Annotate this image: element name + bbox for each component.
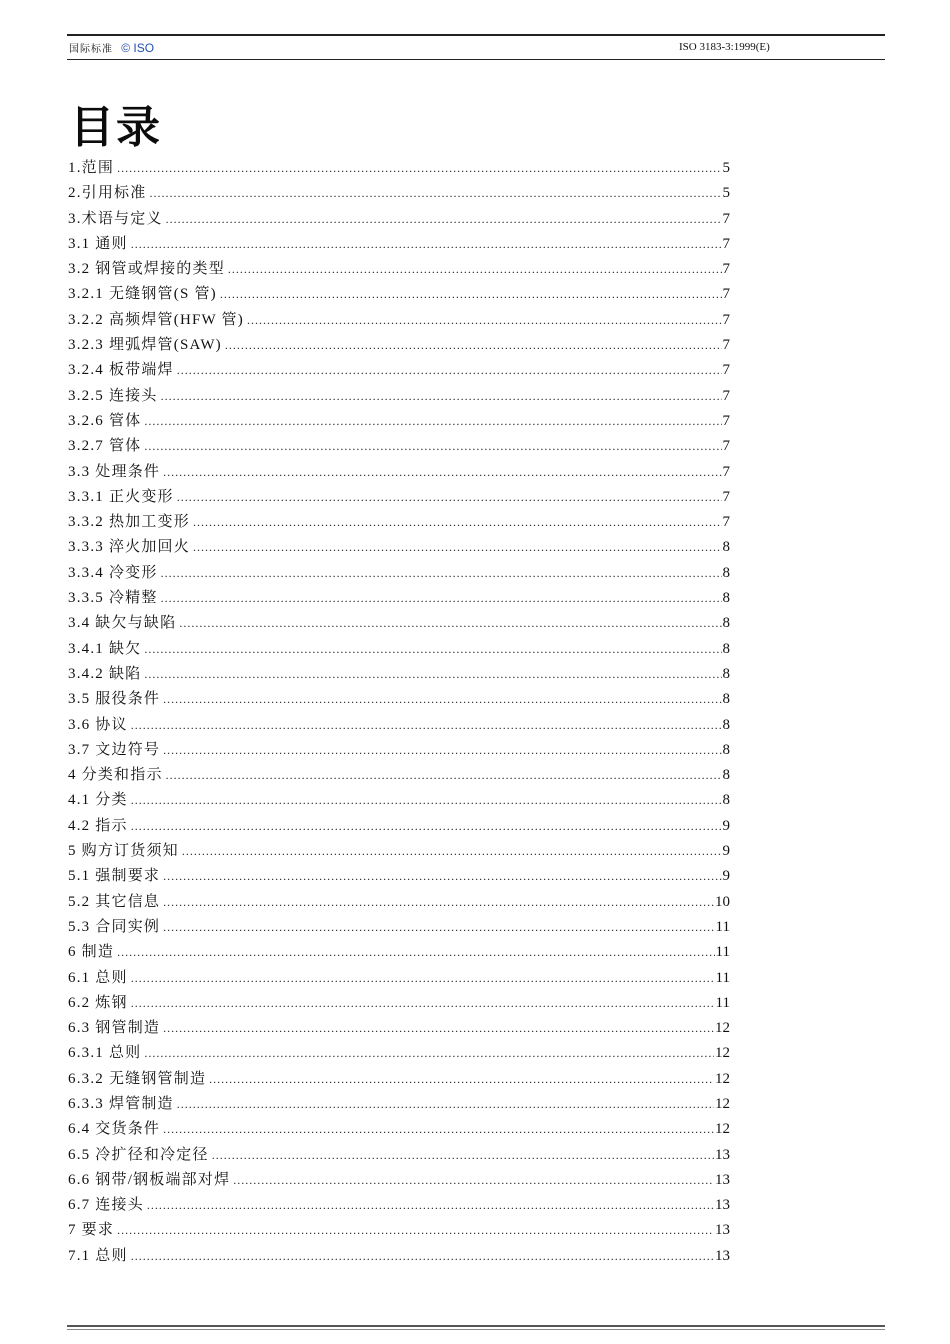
toc-entry[interactable] [68, 308, 730, 333]
toc-entry-label: 6.5 冷扩径和冷定径 [68, 1146, 209, 1163]
toc-entry-page: 5 [722, 185, 730, 202]
toc-dot-leader [131, 788, 722, 813]
toc-entry[interactable] [68, 1092, 730, 1117]
toc-entry-label: 3.3.4 冷变形 [68, 564, 158, 581]
toc-entry-page: 7 [722, 261, 730, 278]
toc-entry-label: 4.2 指示 [68, 817, 128, 834]
toc-dot-leader [161, 561, 722, 586]
toc-entry-label: 6.3.1 总则 [68, 1045, 142, 1062]
toc-dot-leader [166, 207, 722, 232]
toc-entry-label: 3.4.2 缺陷 [68, 665, 142, 682]
toc-entry[interactable] [68, 1016, 730, 1041]
toc-entry-label: 3.4 缺欠与缺陷 [68, 615, 177, 632]
toc-entry-page: 7 [722, 488, 730, 505]
toc-dot-leader [117, 156, 721, 181]
toc-entry-page: 7 [722, 514, 730, 531]
toc-entry[interactable] [68, 535, 730, 560]
toc-entry-label: 3.2.1 无缝钢管(S 管) [68, 286, 217, 303]
toc-entry-page: 8 [722, 665, 730, 682]
toc-entry-page: 8 [722, 792, 730, 809]
toc-entry-label: 3.6 协议 [68, 716, 128, 733]
page-title: 目录 [70, 102, 162, 153]
toc-entry[interactable] [68, 510, 730, 535]
toc-entry-page: 9 [722, 868, 730, 885]
toc-entry[interactable] [68, 333, 730, 358]
toc-entry[interactable] [68, 814, 730, 839]
toc-entry-label: 4.1 分类 [68, 792, 128, 809]
document-number: ISO 3183-3:1999(E) [679, 41, 770, 53]
toc-dot-leader [212, 1143, 714, 1168]
toc-entry[interactable] [68, 662, 730, 687]
toc-entry-label: 5.1 强制要求 [68, 868, 161, 885]
toc-entry-label: 3.3.2 热加工变形 [68, 514, 190, 531]
toc-dot-leader [131, 713, 722, 738]
toc-entry-page: 11 [715, 944, 730, 961]
toc-dot-leader [193, 535, 722, 560]
toc-entry-label: 7 要求 [68, 1222, 115, 1239]
header-left [69, 40, 154, 55]
toc-entry[interactable] [68, 181, 730, 206]
toc-entry[interactable] [68, 637, 730, 662]
toc-entry[interactable] [68, 460, 730, 485]
toc-entry-page: 13 [715, 1222, 730, 1239]
toc-dot-leader [163, 1117, 714, 1142]
toc-dot-leader [161, 586, 722, 611]
toc-dot-leader [247, 308, 722, 333]
toc-dot-leader [193, 510, 722, 535]
toc-entry-page: 8 [722, 716, 730, 733]
toc-entry[interactable] [68, 434, 730, 459]
toc-entry-page: 8 [722, 691, 730, 708]
toc-dot-leader [163, 915, 714, 940]
toc-dot-leader [209, 1067, 714, 1092]
toc-entry-page: 13 [715, 1146, 730, 1163]
toc-entry[interactable] [68, 1193, 730, 1218]
toc-dot-leader [163, 890, 714, 915]
toc-dot-leader [163, 1016, 714, 1041]
toc-entry[interactable] [68, 763, 730, 788]
toc-entry-label: 1.范围 [68, 160, 115, 176]
toc-entry-label: 5 购方订货须知 [68, 843, 179, 860]
toc-entry[interactable] [68, 788, 730, 813]
toc-entry-label: 3.2.6 管体 [68, 412, 142, 429]
toc-entry-page: 12 [715, 1045, 730, 1062]
toc-entry[interactable] [68, 232, 730, 257]
toc-entry-label: 6.6 钢带/钢板端部对焊 [68, 1171, 231, 1188]
table-of-contents [68, 156, 730, 1269]
toc-entry-label: 6.2 炼钢 [68, 994, 128, 1011]
toc-dot-leader [144, 637, 721, 662]
toc-entry-page: 11 [715, 994, 730, 1011]
toc-entry[interactable] [68, 358, 730, 383]
toc-entry-page: 8 [722, 564, 730, 581]
toc-entry-label: 6.1 总则 [68, 969, 128, 986]
toc-dot-leader [147, 1193, 714, 1218]
toc-entry-page: 13 [715, 1247, 730, 1264]
toc-entry-label: 7.1 总则 [68, 1247, 128, 1264]
toc-dot-leader [131, 1244, 714, 1269]
footer-rule-secondary [67, 1329, 885, 1330]
toc-dot-leader [163, 738, 721, 763]
toc-entry-page: 7 [722, 286, 730, 303]
toc-entry-page: 7 [722, 311, 730, 328]
toc-entry[interactable] [68, 257, 730, 282]
toc-entry-page: 9 [722, 843, 730, 860]
toc-entry[interactable] [68, 966, 730, 991]
toc-dot-leader [233, 1168, 714, 1193]
toc-entry-page: 8 [722, 615, 730, 632]
toc-entry-label: 4 分类和指示 [68, 767, 163, 784]
toc-entry[interactable] [68, 207, 730, 232]
toc-entry-label: 5.2 其它信息 [68, 893, 161, 910]
toc-dot-leader [166, 763, 722, 788]
toc-dot-leader [144, 1041, 714, 1066]
toc-entry-page: 12 [715, 1020, 730, 1037]
toc-entry-label: 3.术语与定义 [68, 210, 163, 227]
toc-entry[interactable] [68, 282, 730, 307]
toc-entry[interactable] [68, 409, 730, 434]
toc-entry-label: 2.引用标准 [68, 185, 147, 202]
toc-entry[interactable] [68, 940, 730, 965]
toc-entry[interactable] [68, 713, 730, 738]
toc-entry[interactable] [68, 1041, 730, 1066]
toc-entry-label: 3.2 钢管或焊接的类型 [68, 261, 225, 278]
toc-entry-label: 3.3.1 正火变形 [68, 488, 174, 505]
toc-entry-label: 3.1 通则 [68, 235, 128, 252]
toc-entry-page: 13 [715, 1171, 730, 1188]
toc-entry-label: 3.7 文边符号 [68, 741, 161, 758]
toc-dot-leader [161, 384, 722, 409]
toc-entry-label: 6.3 钢管制造 [68, 1020, 161, 1037]
toc-entry[interactable] [68, 1117, 730, 1142]
toc-entry[interactable] [68, 864, 730, 889]
toc-entry-label: 3.4.1 缺欠 [68, 640, 142, 657]
toc-entry-label: 6.3.2 无缝钢管制造 [68, 1070, 207, 1087]
toc-entry[interactable] [68, 890, 730, 915]
toc-entry-page: 8 [722, 539, 730, 556]
page-header [67, 34, 885, 60]
toc-entry-label: 3.3.3 淬火加回火 [68, 539, 190, 556]
toc-entry-page: 7 [722, 210, 730, 227]
toc-entry-label: 5.3 合同实例 [68, 918, 161, 935]
toc-entry-page: 11 [715, 918, 730, 935]
toc-entry-page: 8 [722, 640, 730, 657]
toc-dot-leader [225, 333, 722, 358]
toc-entry-page: 10 [715, 893, 730, 910]
toc-entry-page: 8 [722, 590, 730, 607]
toc-dot-leader [144, 409, 721, 434]
toc-dot-leader [228, 257, 722, 282]
toc-dot-leader [163, 864, 721, 889]
toc-entry-label: 3.3.5 冷精整 [68, 590, 158, 607]
toc-entry-page: 5 [722, 160, 730, 176]
toc-entry-label: 3.2.2 高频焊管(HFW 管) [68, 311, 244, 328]
toc-entry[interactable] [68, 611, 730, 636]
toc-entry-label: 6.7 连接头 [68, 1197, 144, 1214]
toc-entry-page: 7 [722, 337, 730, 354]
toc-dot-leader [131, 991, 715, 1016]
toc-dot-leader [117, 940, 714, 965]
toc-entry-page: 7 [722, 412, 730, 429]
toc-entry[interactable] [68, 586, 730, 611]
toc-entry[interactable] [68, 915, 730, 940]
toc-entry[interactable] [68, 1168, 730, 1193]
toc-entry[interactable] [68, 156, 730, 181]
toc-dot-leader [179, 611, 721, 636]
toc-entry-label: 3.2.7 管体 [68, 438, 142, 455]
toc-entry-label: 6.4 交货条件 [68, 1121, 161, 1138]
toc-entry-page: 8 [722, 741, 730, 758]
toc-dot-leader [163, 460, 721, 485]
toc-entry[interactable] [68, 1143, 730, 1168]
toc-entry-page: 7 [722, 387, 730, 404]
toc-dot-leader [177, 358, 722, 383]
toc-entry-page: 7 [722, 438, 730, 455]
toc-dot-leader [177, 485, 722, 510]
toc-entry-page: 7 [722, 235, 730, 252]
toc-entry-page: 7 [722, 362, 730, 379]
toc-dot-leader [131, 232, 722, 257]
toc-entry-label: 3.2.4 板带端焊 [68, 362, 174, 379]
toc-entry-label: 6.3.3 焊管制造 [68, 1095, 174, 1112]
toc-entry-page: 11 [715, 969, 730, 986]
toc-entry[interactable] [68, 839, 730, 864]
toc-dot-leader [144, 662, 721, 687]
toc-entry-label: 3.2.5 连接头 [68, 387, 158, 404]
toc-dot-leader [144, 434, 721, 459]
toc-entry-label: 3.2.3 埋弧焊管(SAW) [68, 337, 222, 354]
toc-dot-leader [182, 839, 722, 864]
toc-entry-label: 6 制造 [68, 944, 115, 961]
toc-entry-label: 3.5 服役条件 [68, 691, 161, 708]
toc-dot-leader [117, 1218, 714, 1243]
toc-entry[interactable] [68, 1244, 730, 1269]
toc-entry[interactable] [68, 991, 730, 1016]
toc-dot-leader [177, 1092, 714, 1117]
toc-dot-leader [131, 814, 722, 839]
footer-rule [67, 1325, 885, 1327]
toc-entry[interactable] [68, 485, 730, 510]
toc-entry-page: 13 [715, 1197, 730, 1214]
iso-copyright-mark: © ISO [121, 41, 155, 55]
toc-entry-page: 12 [715, 1095, 730, 1112]
toc-entry-page: 7 [722, 463, 730, 480]
toc-entry-page: 8 [722, 767, 730, 784]
toc-dot-leader [149, 181, 721, 206]
toc-entry[interactable] [68, 1067, 730, 1092]
toc-entry-page: 9 [722, 817, 730, 834]
toc-dot-leader [163, 687, 721, 712]
toc-dot-leader [220, 282, 722, 307]
toc-entry[interactable] [68, 738, 730, 763]
toc-entry-label: 3.3 处理条件 [68, 463, 161, 480]
toc-entry[interactable] [68, 687, 730, 712]
toc-entry[interactable] [68, 384, 730, 409]
header-standard-label: 国际标准 [69, 44, 113, 55]
toc-entry-page: 12 [715, 1121, 730, 1138]
toc-entry[interactable] [68, 561, 730, 586]
toc-entry-page: 12 [715, 1070, 730, 1087]
toc-entry[interactable] [68, 1218, 730, 1243]
toc-dot-leader [131, 966, 715, 991]
